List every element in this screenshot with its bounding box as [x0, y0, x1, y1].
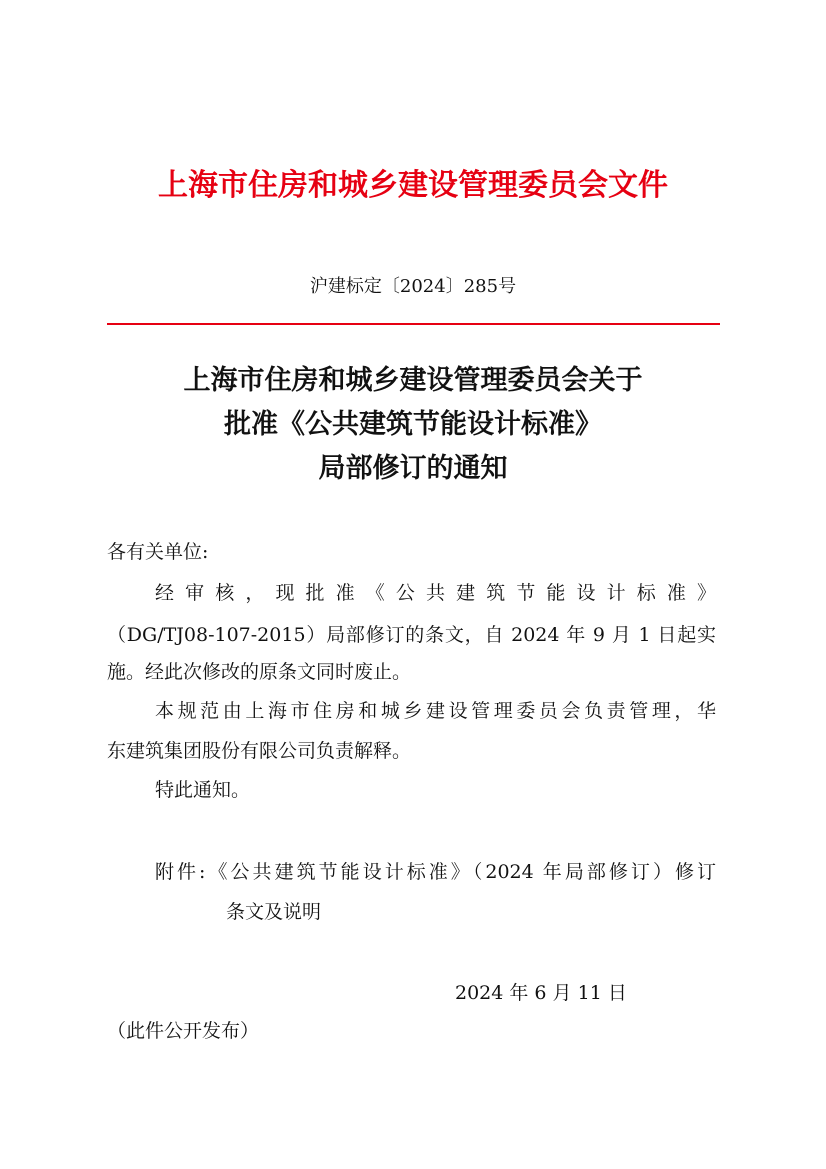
- title-line-3: 局部修订的通知: [318, 453, 508, 484]
- publish-note: （此件公开发布）: [107, 1020, 260, 1042]
- para2-line-1: 本规范由上海市住房和城乡建设管理委员会负责管理，华: [155, 700, 716, 722]
- salutation: 各有关单位:: [107, 541, 209, 563]
- title-line-2: 批准《公共建筑节能设计标准》: [224, 409, 602, 440]
- red-divider: [107, 323, 720, 325]
- issue-date: 2024 年 6 月 11 日: [455, 982, 627, 1004]
- para1-line-3: 施。经此次修改的原条文同时废止。: [107, 661, 412, 683]
- closing: 特此通知。: [155, 779, 251, 801]
- para2-line-2: 东建筑集团股份有限公司负责解释。: [107, 740, 412, 762]
- para1-line-1: 经审核，现批准《公共建筑节能设计标准》: [155, 582, 716, 604]
- document-number: 沪建标定〔2024〕285号: [309, 276, 517, 297]
- title-line-1: 上海市住房和城乡建设管理委员会关于: [183, 365, 643, 396]
- attachment-line-1: 附件:《公共建筑节能设计标准》（2024 年局部修订）修订: [155, 861, 716, 883]
- issuer-header: 上海市住房和城乡建设管理委员会文件: [158, 168, 668, 203]
- para1-line-2: （DG/TJ08-107-2015）局部修订的条文，自 2024 年 9 月 1 日起实: [107, 624, 716, 646]
- attachment-line-2: 条文及说明: [226, 901, 322, 923]
